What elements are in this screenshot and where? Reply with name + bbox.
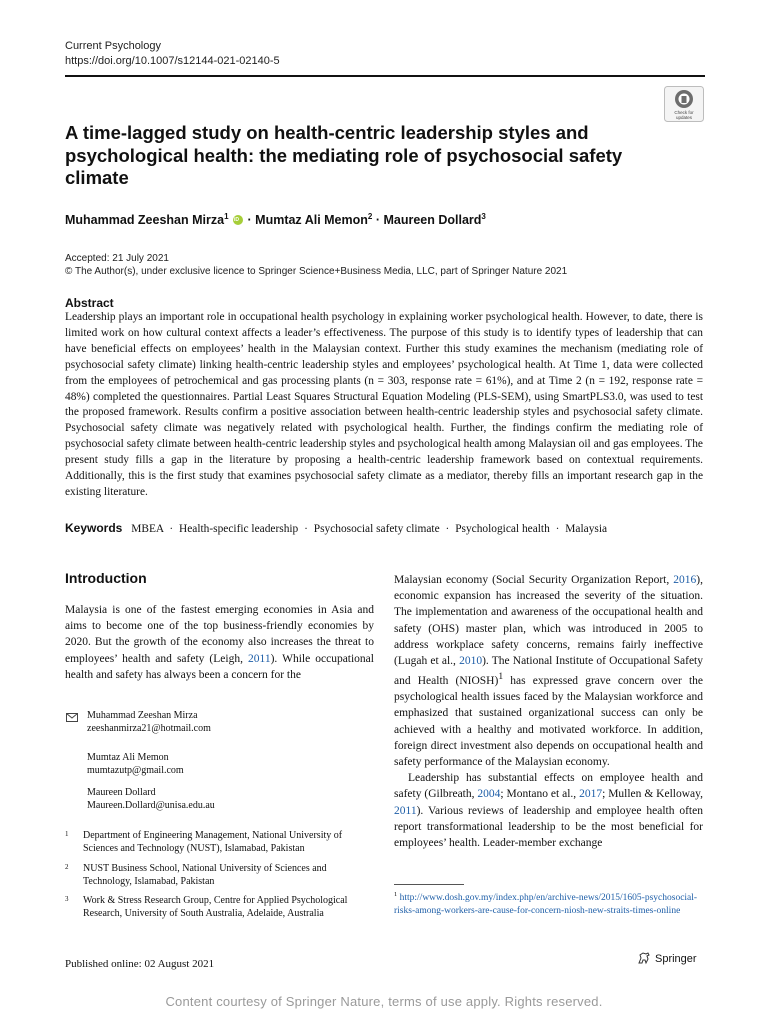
contact-name: Muhammad Zeeshan Mirza: [87, 710, 198, 721]
citation-link[interactable]: 2017: [579, 788, 603, 801]
body-text: has expressed grave concern over the psychological health issues faced by the Malaysian workforce and emphasized that sustained organizational success can only be achieved with a healthy and motivated workforce. In addition, foreign direct investment also depends on occupational health and safety performance of the Malaysian economy.: [394, 675, 703, 769]
keywords: [65, 521, 607, 535]
citation-link[interactable]: 2010: [459, 655, 483, 668]
affiliation-text: NUST Business School, National University of Sciences and Technology, Islamabad, Pakistan: [83, 863, 327, 887]
footnote-rule: [394, 884, 464, 885]
author-name[interactable]: Maureen Dollard: [383, 213, 482, 228]
footnote-number: 1: [394, 891, 398, 898]
author-name[interactable]: Muhammad Zeeshan Mirza: [65, 213, 225, 228]
abstract-text: Leadership plays an important role in occupational health psychology in explaining worker psychological health. However, to date, there is limited work on how cultural context affects a leader’s effectiveness. The purpose of this study is to identify types of leadership that can have beneficial effects on employees’ health in the Malaysian context. Further this study examines the mechanism (mediating role of psychosocial safety climate) linking health-centric leadership styles and employees’ psychological health. At Time 1, data were collected from the employees of petrochemical and gas processing plants (n = 303, response rate = 61%), and at Time 2 (n = 192, response rate = 48%) completed the questionnaires. Partial Least Squares Structural Equation Modeling (PLS-SEM), using SmartPLS3.0, was used to test the proposed framework. Results confirm a positive association between health-centric leadership styles and psychosocial safety climate. Psychosocial safety climate was negatively related with psychological health. Further, the findings confirm the mediating role of psychosocial safety climate between health-centric leadership styles and psychological health among Malaysian oil and gas employees. The present study fills a gap in the literature by proposing a health-centric leadership framework based on contextual requirements. Additionally, this is the first study that examines psychosocial safety climate as a mediator, thereby fills an important research gap in the existing literature.: [65, 311, 703, 498]
keyword-separator: ·: [555, 523, 560, 535]
abstract-heading: Abstract: [65, 296, 114, 310]
keywords-label: Keywords: [65, 521, 123, 535]
body-text: ), economic expansion has increased the severity of the situation. The implementation and awareness of the occupational health and safety (OHS) master plan, which was introduced in 2005 to address workplace safety concerns, remains fairly ineffective (Lugah et al.,: [394, 574, 703, 668]
contact-email[interactable]: zeeshanmirza21@hotmail.com: [87, 723, 211, 734]
svg-text:updates: updates: [675, 115, 693, 120]
affiliation-text: Department of Engineering Management, National University of Sciences and Technology (NUST), Islamabad, Pakistan: [83, 830, 343, 854]
orcid-icon[interactable]: [233, 215, 243, 225]
publisher-name: Springer: [655, 953, 697, 965]
springer-horse-icon: [637, 951, 651, 965]
keyword: Psychosocial safety climate: [313, 523, 440, 535]
published-date: Published online: 02 August 2021: [65, 958, 215, 970]
citation-link[interactable]: 2016: [673, 574, 697, 586]
paragraph: [394, 572, 703, 770]
body-text: ). The National Institute of Occupational Safety and Health (NIOSH): [394, 655, 703, 688]
author-separator: ·: [247, 213, 252, 228]
body-text: Malaysian economy (Social Security Organization Report,: [394, 574, 674, 586]
citation-link[interactable]: 2011: [248, 652, 271, 665]
body-text: Malaysia is one of the fastest emerging economies in Asia and aims to become one of the top business-friendly economies by 2020. But the growth of the economy also increases the threat to employees’ health and safety (Leigh,: [65, 604, 374, 665]
keyword: Health-specific leadership: [179, 523, 299, 535]
courtesy-watermark: Content courtesy of Springer Nature, terms of use apply. Rights reserved.: [165, 994, 603, 1009]
body-text: ). Various reviews of leadership and employee health often report transformational leadership to be the most beneficial for employees’ health. Leader-member exchange: [394, 804, 703, 850]
copyright-notice: © The Author(s), under exclusive licence to Springer Science+Business Media, LLC, part of Springer Nature 2021: [65, 266, 568, 277]
introduction-heading: Introduction: [65, 570, 147, 586]
publisher-logo[interactable]: [637, 951, 697, 965]
affiliation-number: 1: [65, 830, 69, 838]
contact-email[interactable]: mumtazutp@gmail.com: [87, 765, 184, 776]
body-text: ). While occupational health and safety has always been a concern for the: [65, 652, 374, 681]
affiliation-text: Work & Stress Research Group, Centre for Applied Psychological Research, University of South Australia, Adelaide, Australia: [83, 895, 348, 919]
author-affiliation-sup: 1: [224, 212, 229, 221]
footnote-marker[interactable]: 1: [498, 671, 504, 683]
contact-name: Mumtaz Ali Memon: [87, 752, 169, 763]
author-name[interactable]: Mumtaz Ali Memon: [255, 213, 368, 228]
body-text: ; Mullen & Kelloway,: [602, 788, 703, 801]
journal-name: Current Psychology: [65, 40, 161, 52]
contact-email[interactable]: Maureen.Dollard@unisa.edu.au: [87, 800, 215, 811]
svg-text:Check for: Check for: [674, 110, 694, 115]
body-text: ; Montano et al.,: [500, 788, 580, 801]
keyword: Psychological health: [455, 523, 550, 535]
keyword-separator: ·: [445, 523, 450, 535]
intro-column-right: [394, 572, 703, 851]
article-title: A time-lagged study on health-centric leadership styles and psychological health: the mediating role of psychosocial safety climate: [65, 122, 623, 188]
keyword-separator: ·: [304, 523, 308, 535]
affiliation-number: 3: [65, 895, 69, 903]
author-affiliation-sup: 2: [367, 212, 373, 221]
keyword: Malaysia: [565, 523, 608, 535]
author-separator: ·: [375, 213, 380, 228]
keyword: MBEA: [131, 523, 164, 535]
body-text: Leadership has substantial effects on employee health and safety (Gilbreath,: [394, 772, 703, 801]
check-for-updates-badge[interactable]: [664, 86, 704, 122]
citation-link[interactable]: 2011: [394, 804, 417, 817]
citation-link[interactable]: 2004: [477, 788, 501, 801]
paragraph: [394, 770, 703, 851]
doi-link[interactable]: https://doi.org/10.1007/s12144-021-02140-5: [65, 55, 280, 67]
author-affiliation-sup: 3: [481, 212, 486, 221]
accepted-date: Accepted: 21 July 2021: [65, 253, 169, 264]
footnote: [394, 889, 704, 917]
header-rule: [65, 75, 705, 77]
affiliation-number: 2: [65, 863, 69, 871]
keyword-separator: ·: [169, 523, 174, 535]
author-list: [65, 212, 486, 227]
contact-name: Maureen Dollard: [87, 787, 156, 798]
intro-column-left: [65, 602, 374, 683]
footnote-url[interactable]: http://www.dosh.gov.my/index.php/en/archive-news/2015/1605-psychosocial-risks-among-workers-are-cause-for-concern-niosh-new-straits-times-online: [394, 893, 698, 916]
envelope-icon: [66, 713, 78, 722]
